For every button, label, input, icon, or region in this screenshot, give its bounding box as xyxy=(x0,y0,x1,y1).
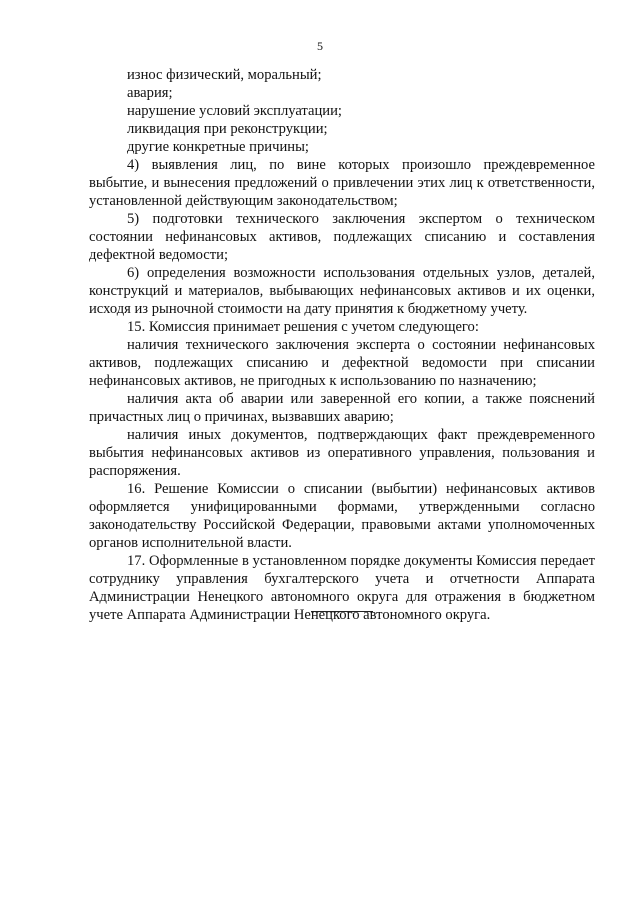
section-15-item-accident-act: наличия акта об аварии или заверенной его копии, а также пояснений причастных лиц о причинах, вызвавших аварию; xyxy=(89,391,595,425)
clause-5: 5) подготовки технического заключения экспертом о техническом состоянии нефинансовых активов, подлежащих списанию и составления дефектной ведомости; xyxy=(89,211,595,263)
list-item-wear: износ физический, моральный; xyxy=(127,67,322,83)
list-item-accident: авария; xyxy=(127,85,173,101)
section-15-heading: 15. Комиссия принимает решения с учетом следующего: xyxy=(127,319,479,335)
list-item-liquidation: ликвидация при реконструкции; xyxy=(127,121,328,137)
section-17: 17. Оформленные в установленном порядке документы Комиссия передает сотруднику управления бухгалтерского учета и отчетности Аппарата Администрации Ненецкого автономного округа для отражения в бюджетном учете Аппарата Администрации Ненецкого автономного округа. xyxy=(89,553,595,623)
list-item-other-reasons: другие конкретные причины; xyxy=(127,139,309,155)
page-number: 5 xyxy=(317,39,323,53)
section-16: 16. Решение Комиссии о списании (выбытии) нефинансовых активов оформляется унифицированными формами, утвержденными согласно законодательству Российской Федерации, правовыми актами уполномоченных органов исполнительной власти. xyxy=(89,481,595,551)
list-item-operation-violation: нарушение условий эксплуатации; xyxy=(127,103,342,119)
end-divider xyxy=(311,611,373,612)
document-body xyxy=(89,66,595,624)
section-15-item-other-documents: наличия иных документов, подтверждающих факт преждевременного выбытия нефинансовых активов из оперативного управления, пользования и распоряжения. xyxy=(89,427,595,479)
section-15-item-expert-conclusion: наличия технического заключения эксперта о состоянии нефинансовых активов, подлежащих списанию и дефектной ведомости при списании нефинансовых активов, не пригодных к использованию по назначению; xyxy=(89,337,595,389)
clause-4: 4) выявления лиц, по вине которых произошло преждевременное выбытие, и вынесения предложений о привлечении этих лиц к ответственности, установленной действующим законодательством; xyxy=(89,157,595,209)
clause-6: 6) определения возможности использования отдельных узлов, деталей, конструкций и материалов, выбывающих нефинансовых активов и их оценки, исходя из рыночной стоимости на дату принятия к бюджетному учету. xyxy=(89,265,595,317)
